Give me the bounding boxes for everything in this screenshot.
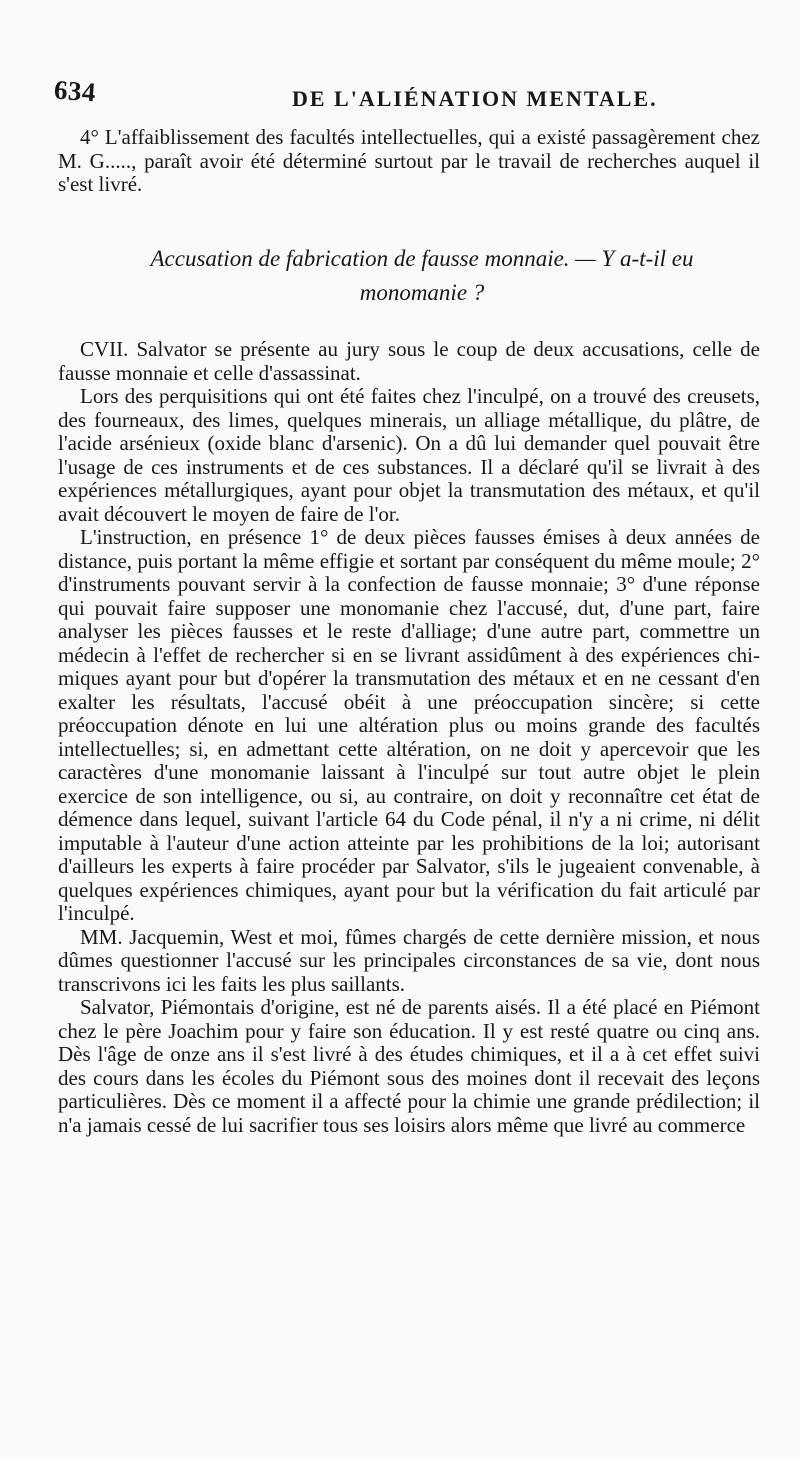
paragraph-perquisitions: Lors des perquisitions qui ont été faites chez l'inculpé, on a trouvé des creusets, des fourneaux, des limes, quelques minerais, un alliage métallique, du plâtre, de l'acide arsénieux (oxide blanc d'arsenic). On a dû lui demander quel pouvait être l'usage de ces instruments et de ces substances. Il a déclaré qu'il se livrait à des expériences métallurgiques, ayant pour objet la transmutation des métaux, et qu'il avait découvert le moyen de faire de l'or. [58, 384, 760, 526]
main-text [58, 338, 760, 1137]
section-title [82, 242, 762, 310]
paragraph-salvator: Salvator, Piémontais d'origine, est né de parents aisés. Il a été placé en Piémont chez le père Joachim pour y faire son éducation. Il y est resté quatre ou cinq ans. Dès l'âge de onze ans il s'est livré à des études chimiques, et il a à cet effet suivi des cours dans les écoles du Piémont sous des moines dont il recevait des leçons particulières. Dès ce moment il a affecté pour la chimie une grande prédilection; il n'a jamais cessé de lui sacrifier tous ses loisirs alors même que livré au commerce [58, 995, 760, 1137]
section-title-line-1: Accusation de fabrication de fausse monnaie. — Y a-t-il eu [150, 246, 694, 271]
paragraph-cvii: CVII. Salvator se présente au jury sous le coup de deux accusations, celle de fausse monnaie et celle d'assassinat. [58, 337, 760, 385]
paragraph-mission: MM. Jacquemin, West et moi, fûmes chargés de cette dernière mission, et nous dûmes questionner l'accusé sur les principales circonstances de sa vie, dont nous transcrivons ici les faits les plus saillants. [58, 924, 760, 996]
running-head: DE L'ALIÉNATION MENTALE. [292, 86, 658, 111]
intro-paragraph: 4° L'affaiblissement des facultés intellectuelles, qui a existé passagèrement chez M. G....., paraît avoir été déterminé surtout par le travail de recherches auquel il s'est livré. [58, 125, 760, 196]
page-header [52, 68, 752, 111]
paragraph-instruction: L'instruction, en présence 1° de deux pièces fausses émises à deux années de distance, puis portant la même effigie et sortant par conséquent du même moule; 2° d'instruments pouvant servir à la confection de fausse monnaie; 3° d'une réponse qui pouvait faire supposer une monomanie chez l'accusé, dut, d'une part, faire analyser les pièces fausses et le reste d'alliage; d'une autre part, commettre un médecin à l'effet de rechercher si en se livrant assidûment à des expériences chimiques ayant pour but d'opérer la transmutation des métaux et en ne cessant d'en exalter les résultats, l'accusé obéit à une préoccupation sincère; si cette préoccupation dénote en lui une altération plus ou moins grande des facultés intellectuelles; si, en admettant cette altération, on ne doit y apercevoir que les caractères d'une monomanie laissant à l'inculpé sur tout autre objet le plein exercice de son intelligence, ou si, au contraire, on doit y reconnaître cet état de démence dans lequel, suivant l'article 64 du Code pénal, il n'y a ni crime, ni délit imputable à l'auteur d'une action atteinte par les prohibitions de la loi; autorisant d'ailleurs les experts à faire procéder par Salvator, s'ils le jugeaient convenable, à quelques expériences chimiques, ayant pour but la vérification du fait articulé par l'inculpé. [58, 525, 760, 925]
intro-block [58, 126, 760, 197]
page-number: 634 [53, 74, 98, 108]
section-title-line-2: monomanie ? [359, 280, 485, 305]
